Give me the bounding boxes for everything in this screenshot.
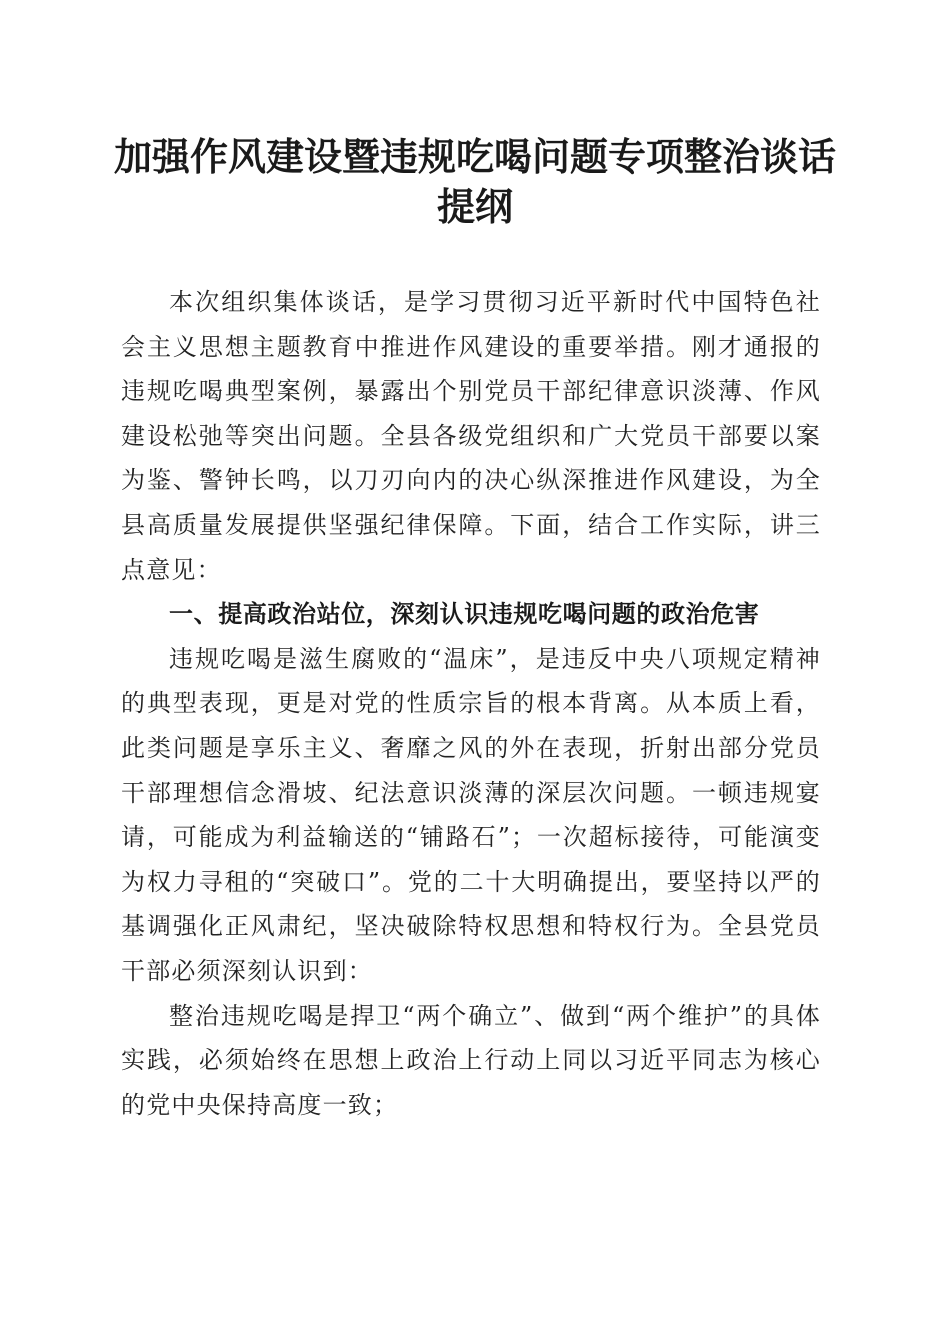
body-paragraph: 整治违规吃喝是捍卫“两个确立”、做到“两个维护”的具体实践，必须始终在思想上政治上行动上同以习近平同志为核心的党中央保持高度一致； <box>121 1001 821 1119</box>
body-paragraph: 违规吃喝是滋生腐败的“温床”，是违反中央八项规定精神的典型表现，更是对党的性质宗旨的根本背离。从本质上看，此类问题是享乐主义、奢靡之风的外在表现，折射出部分党员干部理想信念滑坡、纪法意识淡薄的深层次问题。一顿违规宴请，可能成为利益输送的“铺路石”；一次超标接待，可能演变为权力寻租的“突破口”。党的二十大明确提出，要坚持以严的基调强化正风肃纪，坚决破除特权思想和特权行为。全县党员干部必须深刻认识到： <box>121 644 821 985</box>
document-body <box>121 280 821 1127</box>
section-heading: 一、提高政治站位，深刻认识违规吃喝问题的政治危害 <box>169 600 760 629</box>
intro-paragraph: 本次组织集体谈话，是学习贯彻习近平新时代中国特色社会主义思想主题教育中推进作风建设的重要举措。刚才通报的违规吃喝典型案例，暴露出个别党员干部纪律意识淡薄、作风建设松弛等突出问题。全县各级党组织和广大党员干部要以案为鉴、警钟长鸣，以刀刃向内的决心纵深推进作风建设，为全县高质量发展提供坚强纪律保障。下面，结合工作实际，讲三点意见： <box>121 288 821 584</box>
document-title: 加强作风建设暨违规吃喝问题专项整治谈话提纲 <box>113 134 836 229</box>
